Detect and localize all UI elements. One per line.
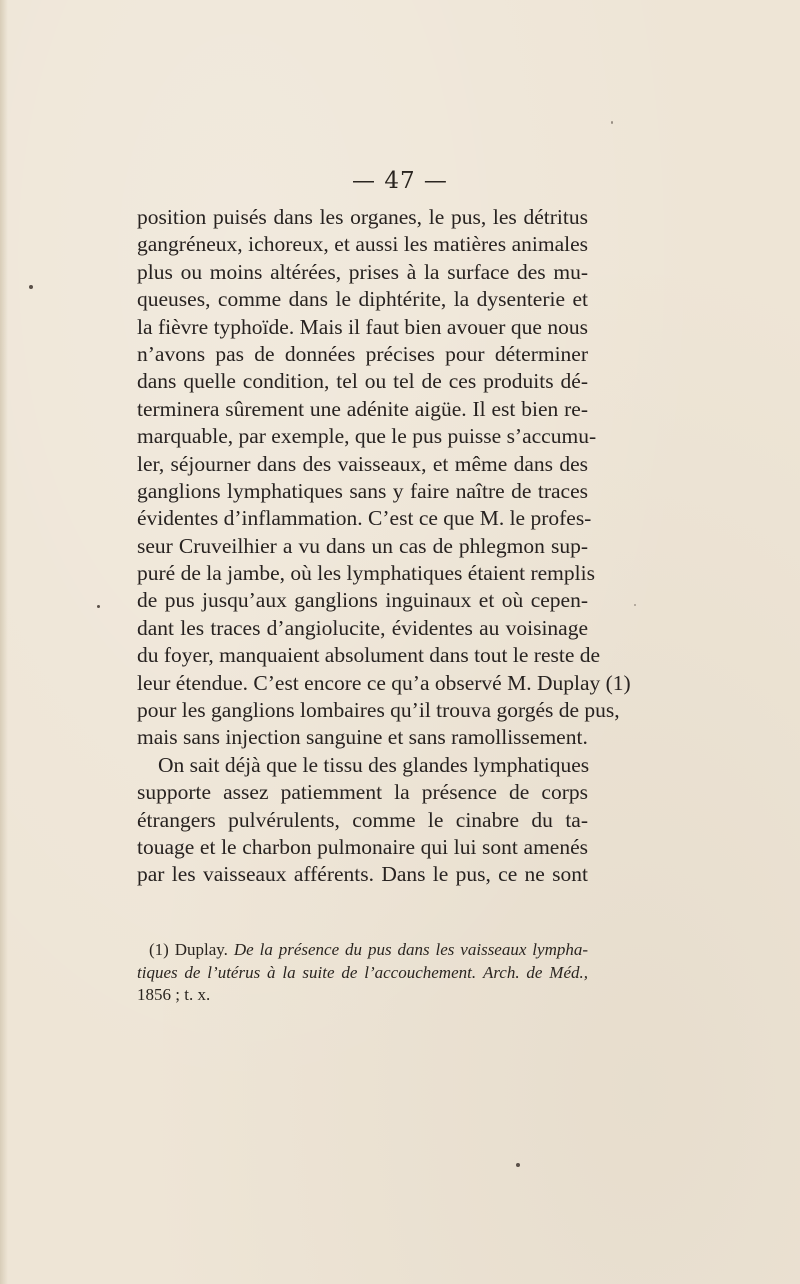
text-line: pour les ganglions lombaires qu’il trouva gorgés de pus, [137,698,620,723]
paragraph-start-line: On sait déjà que le tissu des glandes lymphatiques [158,752,590,777]
text-line: ler, séjourner dans des vaisseaux, et même dans des [137,451,588,476]
paragraph-end-line: mais sans injection sanguine et sans ramollissement. [137,725,588,750]
ink-speck [97,605,100,608]
text-line: par les vaisseaux afférents. Dans le pus, ce ne sont [137,862,588,887]
text-line: puré de la jambe, où les lymphatiques étaient remplis [137,561,595,586]
text-line: leur étendue. C’est encore ce qu’a observé M. Duplay (1) [137,670,631,695]
footnote-reference: (1) Duplay. [149,940,228,959]
ink-speck [634,604,636,606]
text-line: évidentes d’inflammation. C’est ce que M. le profes- [137,506,592,531]
text-line: dans quelle condition, tel ou tel de ces produits dé- [137,369,588,394]
body-text [137,204,631,889]
ink-speck [29,285,33,289]
text-line: étrangers pulvérulents, comme le cinabre du ta- [137,807,588,832]
footnote-journal: Arch. de Méd., [482,962,589,982]
footnote-year: 1856 ; t. x. [137,985,211,1004]
footnote-line [137,939,588,962]
footnote [137,939,588,1007]
text-line: touage et le charbon pulmonaire qui lui sont amenés [137,834,588,859]
text-line: gangréneux, ichoreux, et aussi les matières animales [137,232,588,257]
ink-speck [516,1163,520,1167]
text-line: queuses, comme dans le diphtérite, la dysenterie et [137,287,588,312]
footnote-title: De la présence du pus dans les vaisseaux lympha- [233,940,589,959]
text-line: terminera sûrement une adénite aigüe. Il est bien re- [137,396,588,421]
text-line: supporte assez patiemment la présence de corps [137,780,588,805]
ink-speck [611,121,613,124]
page-number-header: — 47 — [352,168,448,194]
text-line: seur Cruveilhier a vu dans un cas de phlegmon sup- [137,533,588,558]
footnote-line [137,962,588,985]
text-line: de pus jusqu’aux ganglions inguinaux et où cepen- [137,588,588,613]
text-line: position puisés dans les organes, le pus, les détritus [137,205,588,229]
text-line: marquable, par exemple, que le pus puisse s’accumu- [137,424,597,449]
text-line: n’avons pas de données précises pour déterminer [137,341,588,366]
text-line: dant les traces d’angiolucite, évidentes au voisinage [137,615,588,640]
text-line: du foyer, manquaient absolument dans tout le reste de [137,643,601,668]
text-line: la fièvre typhoïde. Mais il faut bien avouer que nous [137,314,588,339]
footnote-title-cont: tiques de l’utérus à la suite de l’accouchement. [137,962,477,982]
text-line: plus ou moins altérées, prises à la surface des mu- [137,259,588,284]
text-line: ganglions lymphatiques sans y faire naître de traces [137,478,588,503]
